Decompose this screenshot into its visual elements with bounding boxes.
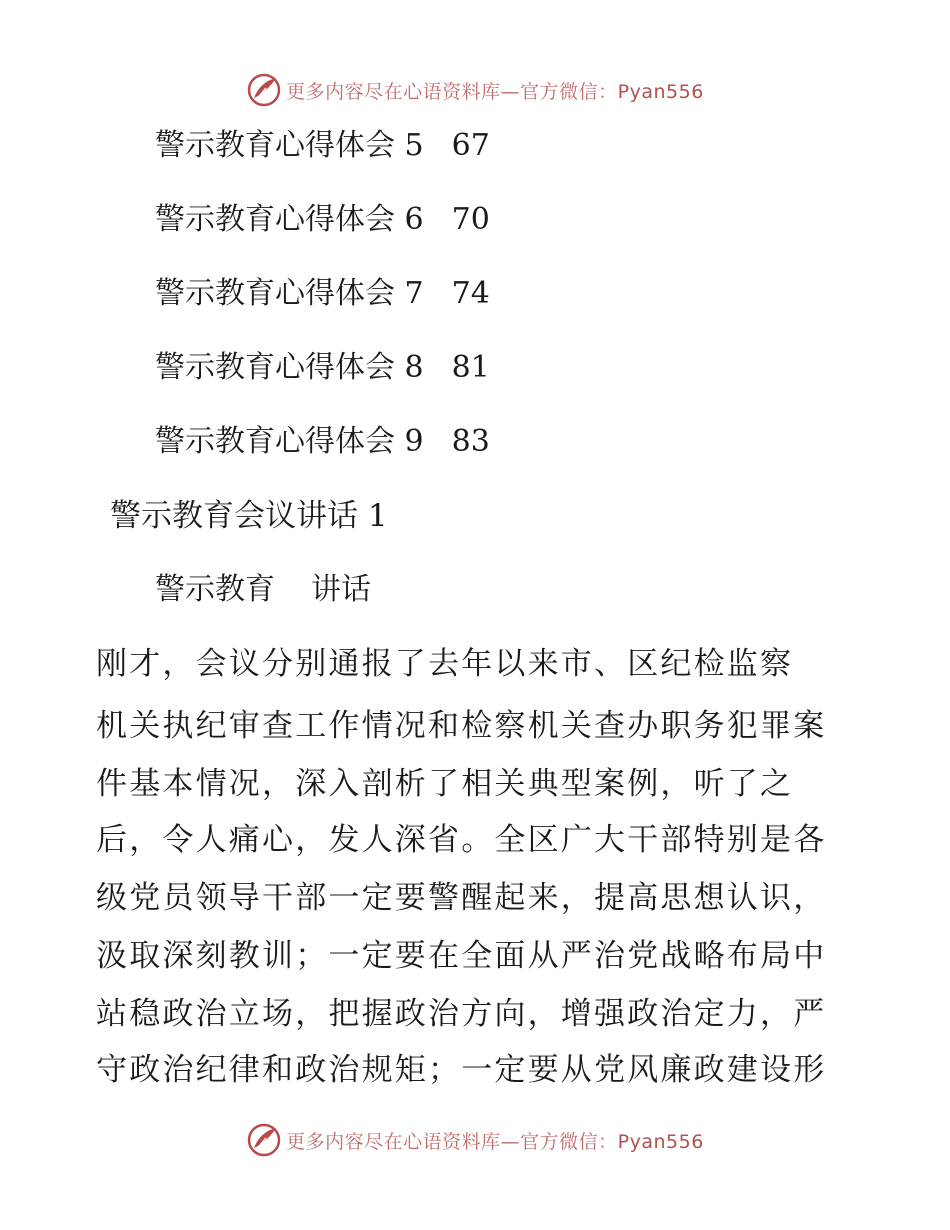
body-text-line: 机关执纪审查工作情况和检察机关查办职务犯罪案 bbox=[96, 708, 827, 744]
wechat-id: Pyan556 bbox=[617, 80, 704, 103]
body-text-line: 件基本情况，深入剖析了相关典型案例，听了之 bbox=[96, 766, 794, 802]
toc-entry bbox=[155, 126, 490, 166]
pen-feather-logo-icon bbox=[246, 72, 282, 108]
toc-entry-page: 70 bbox=[451, 202, 490, 237]
toc-entry-page: 83 bbox=[451, 424, 490, 459]
banner-text: 更多内容尽在心语资料库—官方微信：Pyan556 bbox=[286, 1130, 704, 1153]
toc-entry-page: 74 bbox=[451, 276, 490, 311]
toc-entry-title: 警示教育心得体会 bbox=[155, 350, 395, 385]
toc-entry bbox=[155, 200, 490, 240]
toc-entry-number: 6 bbox=[404, 202, 424, 237]
toc-entry-title: 警示教育心得体会 bbox=[155, 424, 395, 459]
pen-feather-logo-icon bbox=[246, 1122, 282, 1158]
subheading-right: 讲话 bbox=[311, 572, 371, 607]
toc-entry-number: 8 bbox=[404, 350, 424, 385]
body-text-line: 站稳政治立场，把握政治方向，增强政治定力，严 bbox=[96, 996, 827, 1032]
header-watermark-banner bbox=[0, 70, 950, 110]
body-text-line: 后，令人痛心，发人深省。全区广大干部特别是各 bbox=[96, 822, 827, 858]
footer-watermark-banner bbox=[0, 1120, 950, 1160]
toc-entry bbox=[155, 274, 490, 314]
toc-entry bbox=[155, 422, 490, 462]
section-heading: 警示教育会议讲话 1 bbox=[110, 498, 388, 534]
speech-subheading bbox=[155, 570, 371, 610]
subheading-left: 警示教育 bbox=[155, 572, 275, 607]
toc-entry-page: 81 bbox=[451, 350, 490, 385]
toc-entry-title: 警示教育心得体会 bbox=[155, 276, 395, 311]
banner-text: 更多内容尽在心语资料库—官方微信：Pyan556 bbox=[286, 80, 704, 103]
toc-entry-number: 7 bbox=[404, 276, 424, 311]
body-text-line: 守政治纪律和政治规矩；一定要从党风廉政建设形 bbox=[96, 1052, 827, 1088]
body-text-line: 刚才，会议分别通报了去年以来市、区纪检监察 bbox=[96, 646, 794, 682]
toc-entry-page: 67 bbox=[451, 128, 490, 163]
body-text-line: 级党员领导干部一定要警醒起来，提高思想认识， bbox=[96, 880, 827, 916]
toc-entry bbox=[155, 348, 490, 388]
toc-entry-title: 警示教育心得体会 bbox=[155, 202, 395, 237]
wechat-id: Pyan556 bbox=[617, 1130, 704, 1153]
toc-entry-number: 5 bbox=[404, 128, 424, 163]
toc-entry-number: 9 bbox=[404, 424, 424, 459]
body-text-line: 汲取深刻教训；一定要在全面从严治党战略布局中 bbox=[96, 938, 827, 974]
toc-entry-title: 警示教育心得体会 bbox=[155, 128, 395, 163]
